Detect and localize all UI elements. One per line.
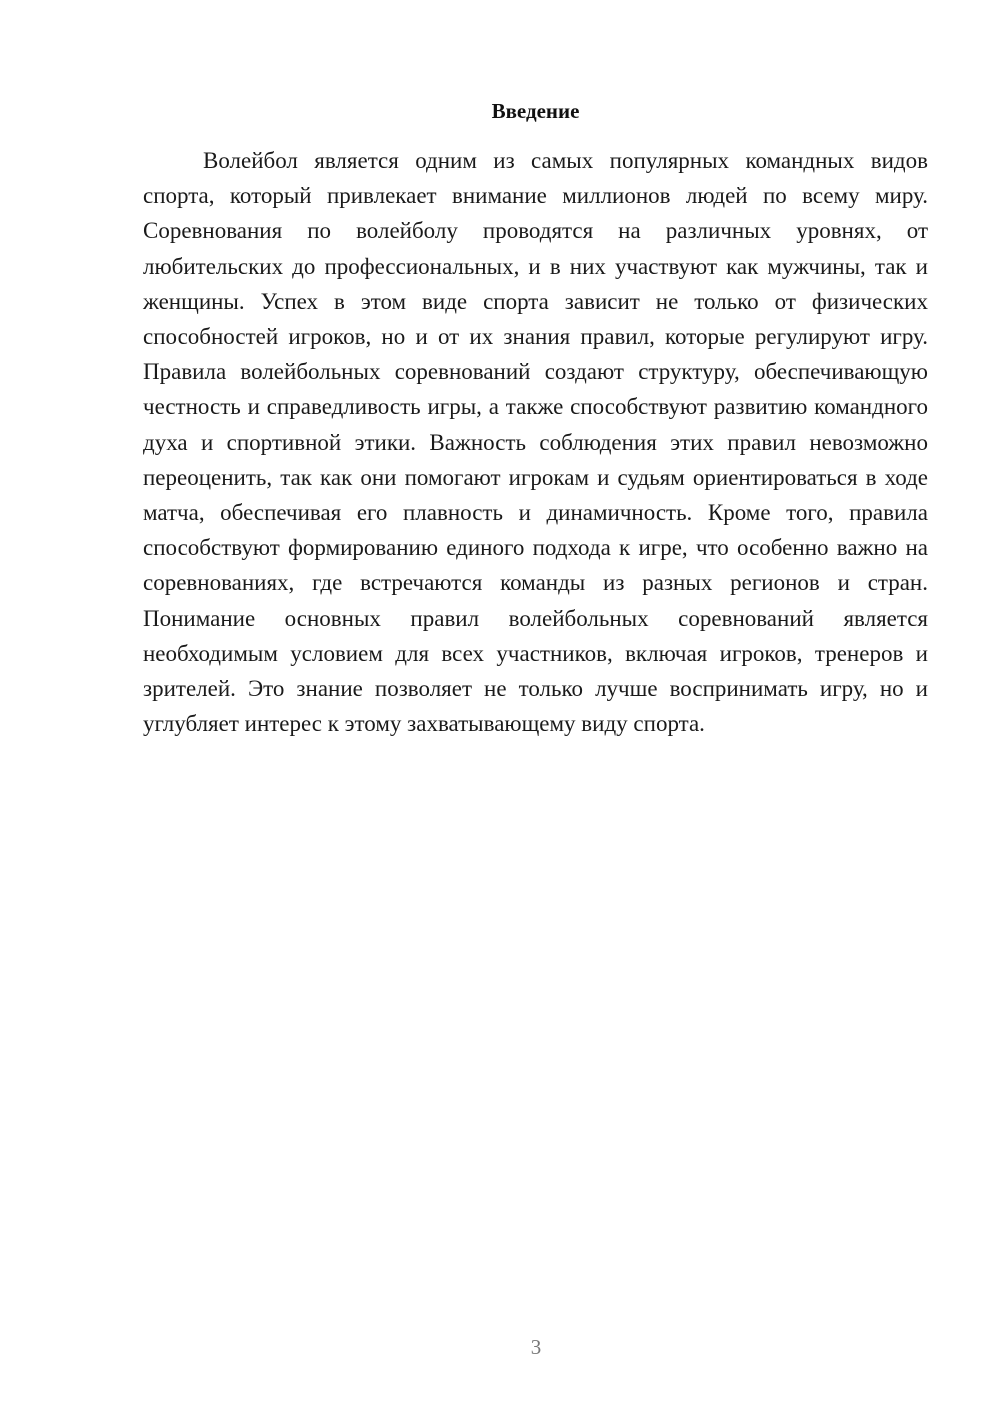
section-heading: Введение <box>491 99 580 123</box>
page-number: 3 <box>530 1335 542 1359</box>
intro-paragraph: Волейбол является одним из самых популярных командных видов спорта, который привлекает внимание миллионов людей по всему миру. Соревнования по волейболу проводятся на различных уровнях, от любительских до профессиональных, и в них участвуют как мужчины, так и женщины. Успех в этом виде спорта зависит не только от физических способностей игроков, но и от их знания правил, которые регулируют игру. Правила волейбольных соревнований создают структуру, обеспечивающую честность и справедливость игры, а также способствуют развитию командного духа и спортивной этики. Важность соблюдения этих правил невозможно переоценить, так как они помогают игрокам и судьям ориентироваться в ходе матча, обеспечивая его плавность и динамичность. Кроме того, правила способствуют формированию единого подхода к игре, что особенно важно на соревнованиях, где встречаются команды из разных регионов и стран. Понимание основных правил волейбольных соревнований является необходимым условием для всех участников, включая игроков, тренеров и зрителей. Это знание позволяет не только лучше воспринимать игру, но и углубляет интерес к этому захватывающему виду спорта. <box>143 148 928 737</box>
